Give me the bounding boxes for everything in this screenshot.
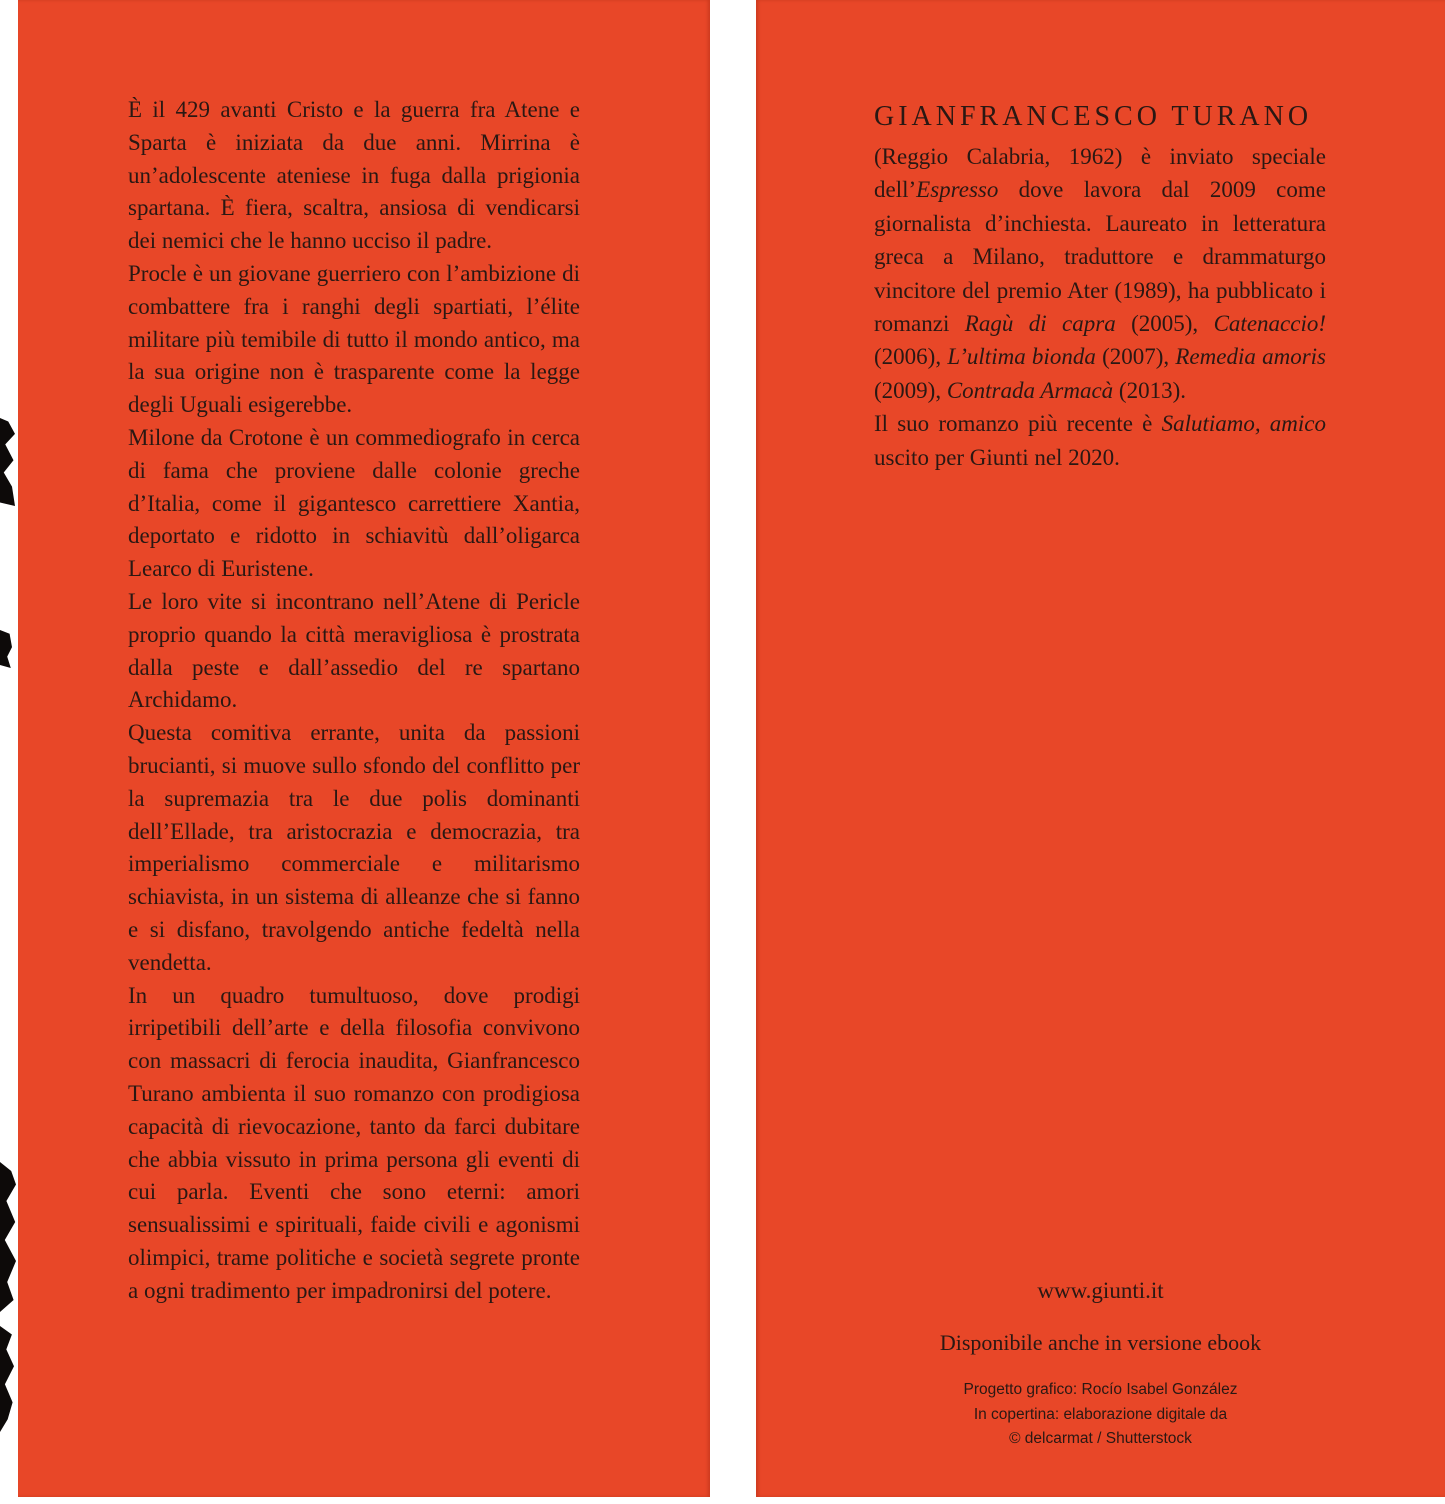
book-title-italic: Espresso — [916, 177, 999, 203]
bio-text: dove lavora dal 2009 come giornalista d’inchiesta. Laureato in letteratura greca a Milano, traduttore e drammaturgo vincitore del premio Ater (1989), ha pubblicato i romanzi — [874, 177, 1326, 337]
book-title-italic: Remedia amoris — [1175, 344, 1326, 370]
credit-line-design: Progetto grafico: Rocío Isabel González — [963, 1381, 1238, 1398]
book-title-italic: L’ultima bionda — [947, 344, 1096, 370]
bio-text: (2009), — [874, 377, 947, 403]
bio-text: uscito per Giunti nel 2020. — [874, 444, 1120, 470]
spine-artwork-bleed — [0, 0, 18, 1504]
book-title-italic: Salutiamo, amico — [1161, 411, 1326, 437]
bio-text: Il suo romanzo più recente è — [874, 411, 1162, 437]
cover-art-fragment — [0, 630, 12, 668]
bio-text: (2005), — [1115, 311, 1214, 337]
right-flap — [756, 0, 1445, 1497]
synopsis-paragraph: Le loro vite si incontrano nell’Atene di Pericle proprio quando la città meravigliosa è prostrata dalla peste e dall’assedio del re spartano Archidamo. — [128, 588, 580, 713]
bio-text: (2013). — [1113, 377, 1186, 403]
cover-art-fragment — [0, 418, 15, 506]
synopsis-paragraph: In un quadro tumultuoso, dove prodigi irripetibili dell’arte e della filosofia convivono con massacri di ferocia inaudita, Gianfrancesco Turano ambienta il suo romanzo con prodigiosa capacità di rievocazione, tanto da farci dubitare che abbia vissuto in prima persona gli eventi di cui parla. Eventi che sono eterni: amori sensualissimi e spirituali, faide civili e agonismi olimpici, trame politiche e società segrete pronte a ogni tradimento per impadronirsi del potere. — [128, 982, 580, 1303]
cover-art-fragment — [0, 1162, 16, 1312]
credit-line-copyright: © delcarmat / Shutterstock — [1009, 1430, 1192, 1447]
book-title-italic: Catenaccio! — [1213, 311, 1326, 337]
author-name: GIANFRANCESCO TURANO — [874, 101, 1313, 132]
credit-line-cover: In copertina: elaborazione digitale da — [973, 1405, 1228, 1423]
book-title-italic: Ragù di capra — [964, 311, 1116, 337]
synopsis-paragraph: È il 429 avanti Cristo e la guerra fra Atene e Sparta è iniziata da due anni. Mirrina è un’adolescente ateniese in fuga dalla prigionia spartana. È fiera, scaltra, ansiosa di vendicarsi dei nemici che le hanno ucciso il padre. — [128, 97, 580, 254]
ebook-availability-note: Disponibile anche in versione ebook — [939, 1330, 1262, 1355]
synopsis-paragraph: Milone da Crotone è un commediografo in cerca di fama che proviene dalle colonie greche d’Italia, come il gigantesco carrettiere Xantia, deportato e ridotto in schiavitù dall’oligarca Learco di Euristene. — [128, 424, 580, 582]
bio-text: (Reggio Calabria, 1962) è inviato speciale dell’ — [874, 144, 1326, 203]
synopsis-paragraph: Procle è un giovane guerriero con l’ambizione di combattere fra i ranghi degli spartiati, l’élite militare più temibile di tutto il mondo antico, ma la sua origine non è trasparente come la legge degli Uguali esigerebbe. — [128, 260, 580, 418]
publisher-website: www.giunti.it — [1037, 1278, 1164, 1303]
credits-block — [756, 1378, 1445, 1452]
synopsis-paragraph: Questa comitiva errante, unita da passioni brucianti, si muove sullo sfondo del conflitto per la supremazia tra le due polis dominanti dell’Ellade, tra aristocrazia e democrazia, tra imperialismo commerciale e militarismo schiavista, in un sistema di alleanze che si fanno e si disfano, travolgendo antiche fedeltà nella vendetta. — [128, 720, 580, 975]
synopsis-text — [128, 94, 580, 1307]
author-bio — [874, 100, 1326, 474]
bio-text: (2007), — [1095, 344, 1176, 370]
left-flap — [18, 0, 710, 1497]
bio-paragraph — [874, 140, 1326, 407]
cover-art-fragment — [0, 1326, 14, 1432]
bio-paragraph — [874, 407, 1326, 474]
bio-text: (2006), — [874, 344, 948, 370]
book-title-italic: Contrada Armacà — [946, 377, 1114, 403]
